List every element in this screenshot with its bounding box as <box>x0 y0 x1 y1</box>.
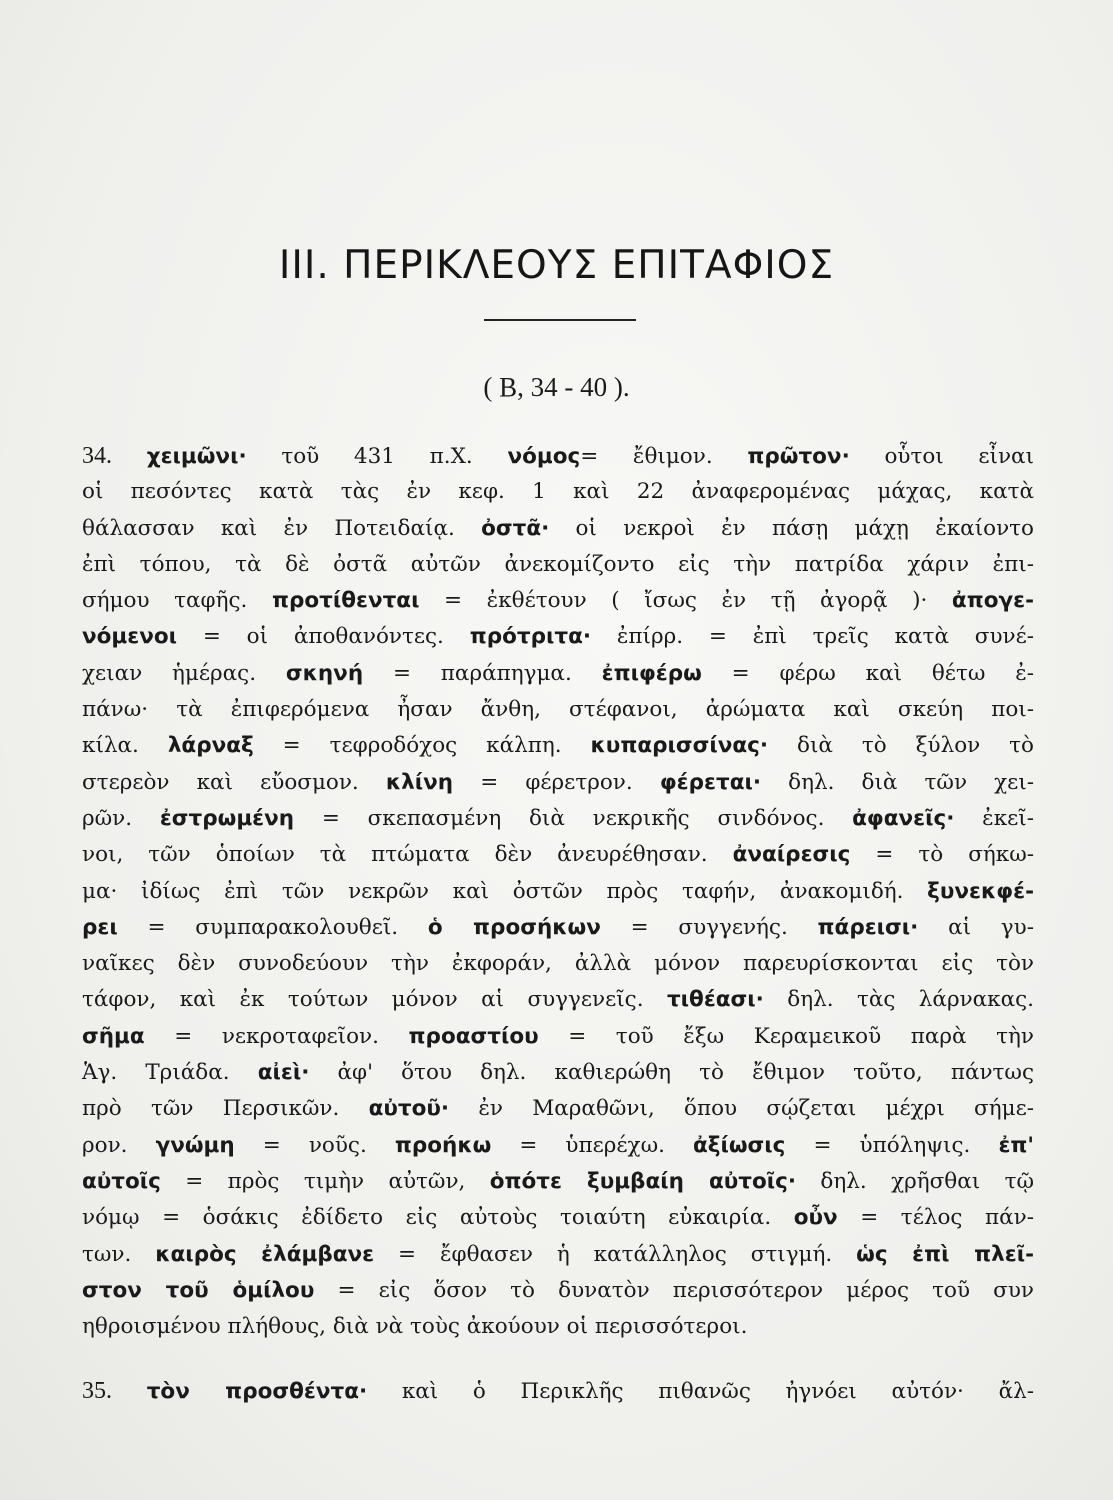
lemma-term: ὡς ἐπὶ πλεῖ- <box>856 1241 1034 1267</box>
gloss-text: = ὑπόληψις. <box>785 1132 999 1158</box>
lemma-term: ἀξίωσις <box>693 1132 786 1158</box>
lemma-term: ἐπ' <box>998 1132 1034 1158</box>
text-line <box>82 1200 1034 1236</box>
gloss-text: = τεφροδόχος κάλπη. <box>253 733 591 759</box>
lemma-term: οὖν <box>793 1205 838 1231</box>
lemma-term: σῆμα <box>82 1023 145 1049</box>
text-line <box>82 1273 1034 1309</box>
text-line <box>82 547 1034 583</box>
text-line <box>82 728 1034 764</box>
text-line <box>82 583 1034 619</box>
lemma-term: κλίνη <box>385 769 454 795</box>
gloss-text: νοι, τῶν ὁποίων τὰ πτώματα δὲν ἀνευρέθησαν. <box>82 842 733 868</box>
gloss-text: αἱ γυ- <box>918 914 1034 940</box>
gloss-text: = τὸ σήκω- <box>850 842 1034 868</box>
gloss-text: μα· ἰδίως ἐπὶ τῶν νεκρῶν καὶ ὀστῶν πρὸς ταφήν, ἀνακομιδή. <box>82 878 928 904</box>
text-line <box>82 438 1034 474</box>
lemma-term: κυπαρισσίνας· <box>590 733 769 759</box>
commentary-section-35 <box>82 1373 1034 1410</box>
text-line <box>82 1019 1034 1055</box>
lemma-term: ὁ προσήκων <box>427 914 601 940</box>
gloss-text: τάφον, καὶ ἐκ τούτων μόνον αἱ συγγενεῖς. <box>82 987 667 1013</box>
lemma-term: ὀστᾶ· <box>481 515 550 541</box>
lemma-term: νόμενοι <box>82 624 177 650</box>
page-title: III. ΠΕΡΙΚΛΕΟΥΣ ΕΠΙΤΑΦΙΟΣ <box>278 243 835 288</box>
gloss-text: = ὑπερέχω. <box>491 1132 693 1158</box>
gloss-text: ἐκεῖ- <box>954 805 1034 831</box>
gloss-text <box>112 1379 147 1404</box>
gloss-text: ἐν Μαραθῶνι, ὅπου σῴζεται μέχρι σήμε- <box>449 1096 1034 1122</box>
lemma-term: ρει <box>82 914 118 940</box>
lemma-term: ἐστρωμένη <box>159 805 295 831</box>
lemma-term: προαστίου <box>408 1023 539 1049</box>
gloss-text: = οἱ ἀποθανόντες. <box>177 624 470 650</box>
gloss-text: στερεὸν καὶ εὔοσμον. <box>82 769 386 795</box>
gloss-text: οἱ πεσόντες κατὰ τὰς ἐν κεφ. 1 καὶ 22 ἀναφερομένας μάχας, κατὰ <box>82 479 1034 505</box>
gloss-text: ἐπίρρ. = ἐπὶ τρεῖς κατὰ συνέ- <box>591 624 1035 650</box>
text-line <box>82 982 1034 1018</box>
text-line <box>82 692 1034 728</box>
chapter-reference: ( Β, 34 - 40 ). <box>483 372 630 402</box>
gloss-text: = συμπαρακολουθεῖ. <box>117 914 428 940</box>
section-number: 35. <box>82 1378 112 1404</box>
gloss-text: = ἔφθασεν ἡ κατάλληλος στιγμή. <box>374 1241 857 1267</box>
gloss-text: τοῦ 431 π.Χ. <box>246 444 508 469</box>
gloss-text: Ἁγ. Τριάδα. <box>82 1060 258 1086</box>
gloss-text: ρῶν. <box>82 805 160 831</box>
gloss-text: χειαν ἡμέρας. <box>82 660 286 686</box>
gloss-text: ἀφ' ὅτου δηλ. καθιερώθη τὸ ἔθιμον τοῦτο, πάντως <box>309 1060 1035 1086</box>
gloss-text: οὗτοι εἶναι <box>849 444 1035 469</box>
gloss-text <box>112 444 147 469</box>
gloss-text: των. <box>82 1241 156 1267</box>
gloss-text: = ἐκθέτουν ( ἴσως ἐν τῇ ἀγορᾷ )· <box>419 588 952 614</box>
lemma-term: σκηνή <box>285 660 364 686</box>
gloss-text: οἱ νεκροὶ ἐν πάσῃ μάχῃ ἐκαίοντο <box>549 515 1034 541</box>
text-line <box>82 1309 1034 1345</box>
gloss-text: = συγγενής. <box>600 914 818 940</box>
lemma-term: αὐτοῦ· <box>368 1096 450 1122</box>
section-number: 34. <box>82 443 112 469</box>
text-line <box>82 1128 1034 1164</box>
gloss-text: = παράπηγμα. <box>363 660 602 686</box>
lemma-term: πρότριτα· <box>469 624 592 650</box>
lemma-term: ἐπιφέρω <box>601 660 702 686</box>
lemma-term: ἀναίρεσις <box>732 842 851 868</box>
gloss-text: ηθροισμένου πλήθους, διὰ νὰ τοὺς ἀκούουν οἱ περισσότεροι. <box>82 1314 748 1340</box>
gloss-text: = φέρετρον. <box>453 769 660 795</box>
lemma-term: φέρεται· <box>659 769 762 795</box>
lemma-term: προτίθενται <box>271 588 420 614</box>
lemma-term: τὸν προσθέντα· <box>146 1379 368 1404</box>
text-line <box>82 765 1034 801</box>
gloss-text: καὶ ὁ Περικλῆς πιθανῶς ἠγνόει αὐτόν· ἄλ- <box>367 1379 1034 1404</box>
gloss-text: κίλα. <box>82 733 168 759</box>
lemma-term: αὐτοῖς <box>82 1168 161 1194</box>
lemma-term: αἰεὶ· <box>257 1060 310 1086</box>
text-line <box>82 837 1034 873</box>
gloss-text: δηλ. χρῆσθαι τῷ <box>796 1168 1034 1194</box>
gloss-text: πάνω· τὰ ἐπιφερόμενα ἦσαν ἄνθη, στέφανοι, ἀρώματα καὶ σκεύη ποι- <box>82 697 1034 723</box>
text-line <box>82 1091 1034 1127</box>
lemma-term: ἀφανεῖς· <box>852 805 955 831</box>
lemma-term: πρῶτον· <box>747 444 850 469</box>
gloss-text: = τέλος πάν- <box>837 1205 1034 1231</box>
gloss-text: = σκεπασμένη διὰ νεκρικῆς σινδόνος. <box>294 805 853 831</box>
lemma-term: πάρεισι· <box>817 914 919 940</box>
text-line <box>82 1055 1034 1091</box>
lemma-term: ξυνεκφέ- <box>927 878 1034 904</box>
gloss-text: νόμῳ = ὁσάκις ἐδίδετο εἰς αὐτοὺς τοιαύτη εὐκαιρία. <box>82 1205 794 1231</box>
gloss-text: σήμου ταφῆς. <box>82 588 272 614</box>
gloss-text: = τοῦ ἔξω Κεραμεικοῦ παρὰ τὴν <box>538 1023 1034 1049</box>
text-line <box>82 801 1034 837</box>
gloss-text: = πρὸς τιμὴν αὐτῶν, <box>160 1168 490 1194</box>
lemma-term: καιρὸς ἐλάμβανε <box>155 1241 375 1267</box>
text-line <box>82 619 1034 655</box>
title-divider <box>484 319 636 321</box>
lemma-term: ἀπογε- <box>951 588 1035 614</box>
gloss-text: ναῖκες δὲν συνοδεύουν τὴν ἐκφοράν, ἀλλὰ μόνον παρευρίσκονται εἰς τὸν <box>82 951 1034 977</box>
text-line <box>82 910 1034 946</box>
gloss-text: = εἰς ὅσον τὸ δυνατὸν περισσότερον μέρος τοῦ συν <box>314 1277 1034 1303</box>
lemma-term: στον τοῦ ὁμίλου <box>82 1277 315 1303</box>
gloss-text: = νοῦς. <box>234 1132 395 1158</box>
text-line <box>82 474 1034 510</box>
text-line <box>82 874 1034 910</box>
gloss-text: δηλ. διὰ τῶν χει- <box>761 769 1035 795</box>
text-line <box>82 1164 1034 1200</box>
lemma-term: γνώμη <box>155 1132 235 1158</box>
lemma-term: ὁπότε ξυμβαίη αὐτοῖς· <box>489 1168 797 1194</box>
lemma-term: χειμῶνι· <box>146 444 247 469</box>
gloss-text: ἐπὶ τόπου, τὰ δὲ ὀστᾶ αὐτῶν ἀνεκομίζοντο εἰς τὴν πατρίδα χάριν ἐπι- <box>82 551 1034 577</box>
gloss-text: πρὸ τῶν Περσικῶν. <box>82 1096 369 1122</box>
lemma-term: προήκω <box>394 1132 492 1158</box>
gloss-text: θάλασσαν καὶ ἐν Ποτειδαίᾳ. <box>82 515 482 541</box>
gloss-text: ρον. <box>82 1132 156 1158</box>
gloss-text: δηλ. τὰς λάρνακας. <box>763 987 1035 1013</box>
gloss-text: = φέρω καὶ θέτω ἐ- <box>701 660 1034 686</box>
gloss-text: = ἔθιμον. <box>580 444 748 469</box>
text-line <box>82 1237 1034 1273</box>
lemma-term: τιθέασι· <box>666 987 764 1013</box>
lemma-term: λάρναξ <box>167 733 254 759</box>
text-line <box>82 656 1034 692</box>
text-line <box>82 946 1034 982</box>
gloss-text: διὰ τὸ ξύλον τὸ <box>768 733 1035 759</box>
commentary-section-34 <box>82 438 1034 1345</box>
gloss-text: = νεκροταφεῖον. <box>144 1023 409 1049</box>
lemma-term: νόμος <box>507 444 581 469</box>
text-line <box>82 511 1034 547</box>
